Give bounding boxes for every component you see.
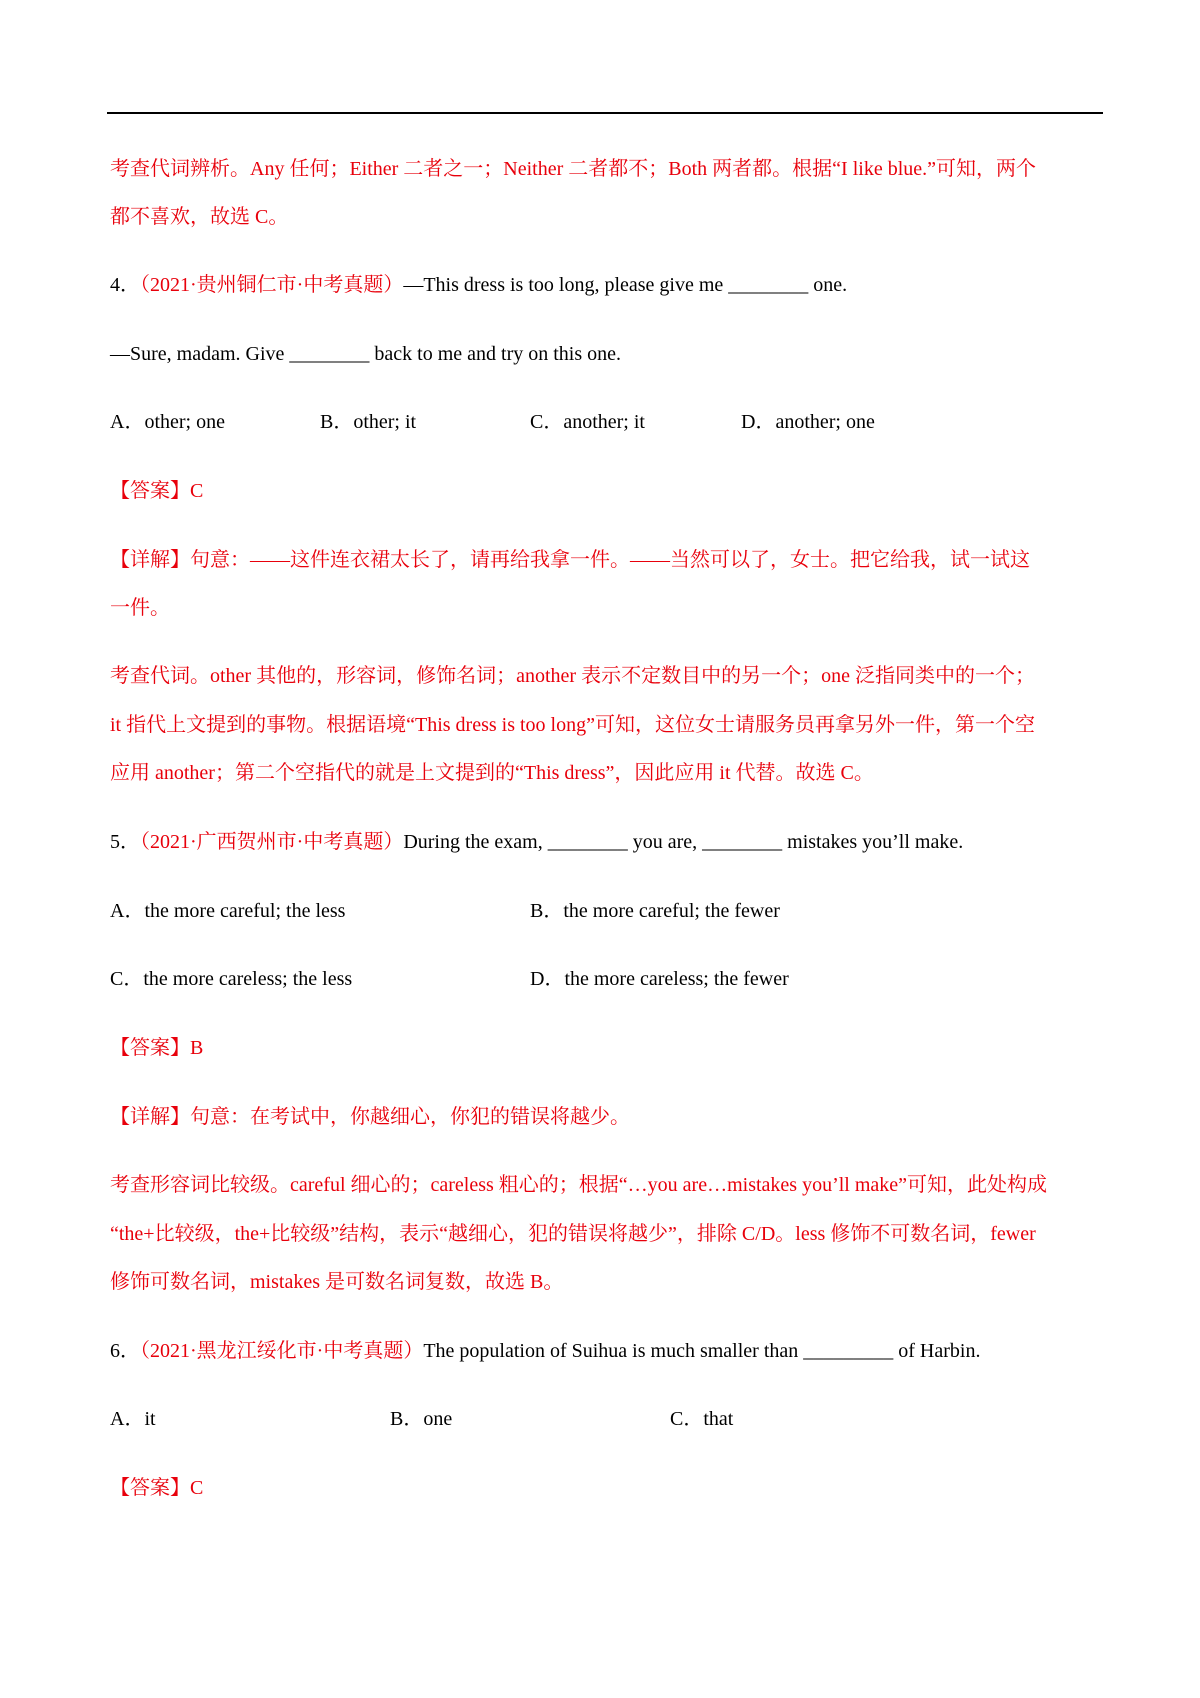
question-4-stem: [110, 270, 1100, 300]
question-text: —This dress is too long, please give me ________ one.: [403, 274, 848, 296]
explanation-3-line-1: 考查代词辨析。Any 任何；Either 二者之一；Neither 二者都不；Both 两者都。根据“I like blue.”可知，两个: [110, 158, 1037, 180]
question-text: During the exam, ________ you are, ________ mistakes you’ll make.: [403, 831, 964, 853]
option-a: A．it: [110, 1408, 156, 1430]
option-c: C．that: [670, 1408, 734, 1430]
detail-5: 【详解】句意：在考试中，你越细心，你犯的错误将越少。: [110, 1106, 630, 1128]
question-number: 5．: [110, 831, 140, 853]
question-text: The population of Suihua is much smaller than _________ of Harbin.: [423, 1340, 981, 1362]
answer-5: 【答案】B: [110, 1037, 204, 1059]
analysis-5-line-2: “the+比较级，the+比较级”结构，表示“越细心，犯的错误将越少”，排除 C/D。less 修饰不可数名词，fewer: [110, 1223, 1036, 1245]
option-d: D．the more careless; the fewer: [530, 968, 789, 990]
explanation-3-line-2: 都不喜欢，故选 C。: [110, 206, 289, 228]
option-c: C．the more careless; the less: [110, 968, 353, 990]
header-rule: [107, 112, 1103, 114]
detail-4-line-2: 一件。: [110, 597, 170, 619]
question-4-stem-2: —Sure, madam. Give ________ back to me and try on this one.: [110, 343, 622, 365]
option-c: C．another; it: [530, 411, 645, 433]
analysis-5-line-3: 修饰可数名词，mistakes 是可数名词复数，故选 B。: [110, 1271, 564, 1293]
question-source: （2021·广西贺州市·中考真题）: [140, 831, 404, 853]
analysis-4-line-3: 应用 another；第二个空指代的就是上文提到的“This dress”，因此应用 it 代替。故选 C。: [110, 762, 874, 784]
option-b: B．other; it: [320, 411, 417, 433]
question-6-stem: [110, 1336, 1100, 1366]
detail-4-line-1: 【详解】句意：——这件连衣裙太长了，请再给我拿一件。——当然可以了，女士。把它给我，试一试这: [110, 549, 1030, 571]
question-number: 6．: [110, 1340, 140, 1362]
analysis-5-line-1: 考查形容词比较级。careful 细心的；careless 粗心的；根据“…you are…mistakes you’ll make”可知，此处构成: [110, 1174, 1048, 1196]
option-b: B．the more careful; the fewer: [530, 900, 780, 922]
analysis-4-line-1: 考查代词。other 其他的，形容词，修饰名词；another 表示不定数目中的另一个；one 泛指同类中的一个；: [110, 665, 1035, 687]
option-d: D．another; one: [741, 411, 875, 433]
option-a: A．other; one: [110, 411, 225, 433]
question-number: 4．: [110, 274, 140, 296]
option-a: A．the more careful; the less: [110, 900, 346, 922]
answer-4: 【答案】C: [110, 480, 204, 502]
question-source: （2021·黑龙江绥化市·中考真题）: [140, 1340, 424, 1362]
answer-6: 【答案】C: [110, 1477, 204, 1499]
option-b: B．one: [390, 1408, 453, 1430]
question-source: （2021·贵州铜仁市·中考真题）: [140, 274, 404, 296]
question-5-stem: [110, 827, 1100, 857]
analysis-4-line-2: it 指代上文提到的事物。根据语境“This dress is too long”可知，这位女士请服务员再拿另外一件，第一个空: [110, 714, 1035, 736]
